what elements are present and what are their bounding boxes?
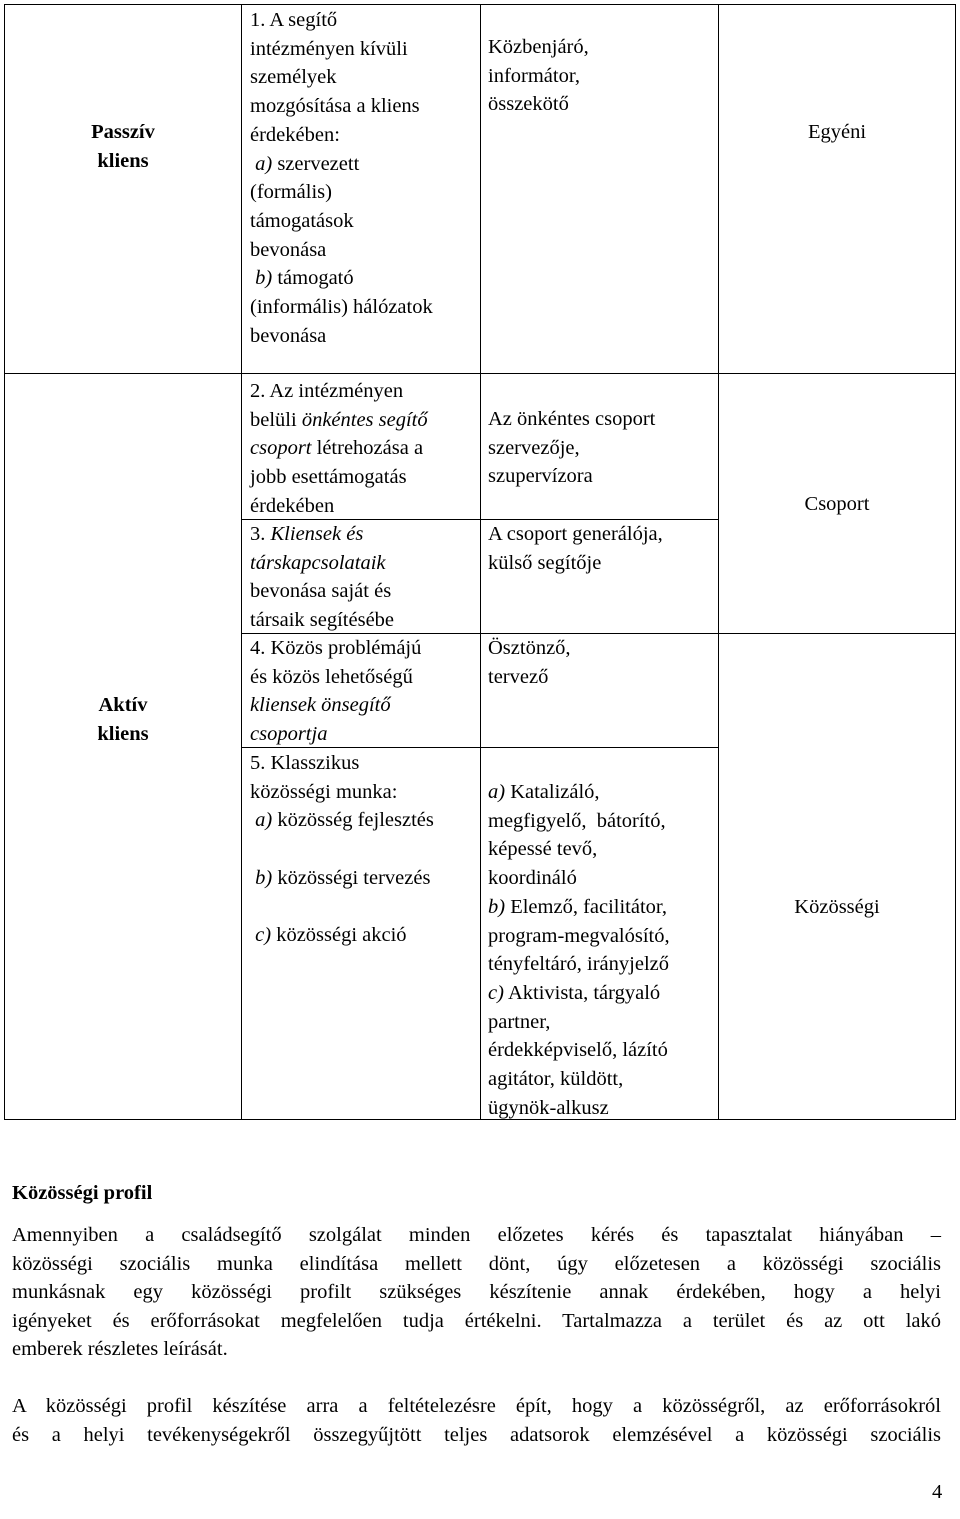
role-volunteer-organizer: Az önkéntes csoport szervezője, szupervízora (488, 408, 656, 488)
activity-item-4: 4. Közös problémájú és közös lehetőségű kliensek önsegítő csoportja (250, 637, 422, 746)
paragraph-1: Amennyiben a családsegítő szolgálat minden előzetes kérés és tapasztalat hiányában – közösségi szociális munka elindítása mellett dönt, úgy előzetesen a közösségi szociális munkásnak egy közösségi profilt szükséges készítenie annak érdekében, hogy a helyi igényeket és erőforrásokat megfelelően tudja értékelni. Tartalmazza a terület és az ott lakó emberek részletes leírását. (12, 1224, 941, 1361)
activity-item-1: 1. A segítő intézményen kívüli személyek mozgósítása a kliens érdekében: a) szervezett (formális) támogatások bevonása b) támogató (informális) hálózatok bevonása (250, 9, 433, 347)
role-group-generator: A csoport generálója, külső segítője (488, 523, 663, 574)
column-divider-1 (241, 4, 242, 1120)
column-divider-2 (480, 4, 481, 1120)
client-type-active: Aktív kliens (97, 694, 149, 745)
role-intermediary: Közbenjáró, informátor, összekötő (488, 36, 589, 116)
column-divider-3 (718, 4, 719, 1120)
activity-item-2: 2. Az intézményen belüli önkéntes segítő csoport létrehozása a jobb esettámogatás érdekében (250, 380, 428, 517)
activity-item-5: 5. Klasszikus közösségi munka: a) közösség fejlesztés b) közösségi tervezés c) közösségi akció (250, 752, 434, 947)
role-community-worker: a) Katalizáló, megfigyelő, bátorító, képessé tevő, koordináló b) Elemző, facilitátor, program-megvalósító, tényfeltáró, irányjelző c) Aktivista, tárgyaló partner, érdekképviselő, lázító agitátor, küldött, ügynök-alkusz (488, 781, 670, 1119)
level-individual: Egyéni (807, 121, 867, 143)
paragraph-2: A közösségi profil készítése arra a feltételezésre épít, hogy a közösségről, az erőforrásokról és a helyi tevékenységekről összegyűjtött teljes adatsorok elemzésével a közösségi szociális (12, 1395, 941, 1446)
activity-item-3: 3. Kliensek és társkapcsolataik bevonása saját és társaik segítésébe (250, 523, 395, 632)
section-heading: Közösségi profil (12, 1182, 153, 1204)
table-border-right (955, 4, 956, 1120)
client-type-passive: Passzív kliens (91, 121, 155, 172)
level-group: Csoport (804, 493, 870, 515)
row-divider-1 (4, 373, 956, 374)
role-motivator: Ösztönző, tervező (488, 637, 571, 688)
page-number: 4 (932, 1481, 943, 1503)
level-community: Közösségi (794, 896, 880, 918)
row-divider-group-community (718, 633, 956, 634)
